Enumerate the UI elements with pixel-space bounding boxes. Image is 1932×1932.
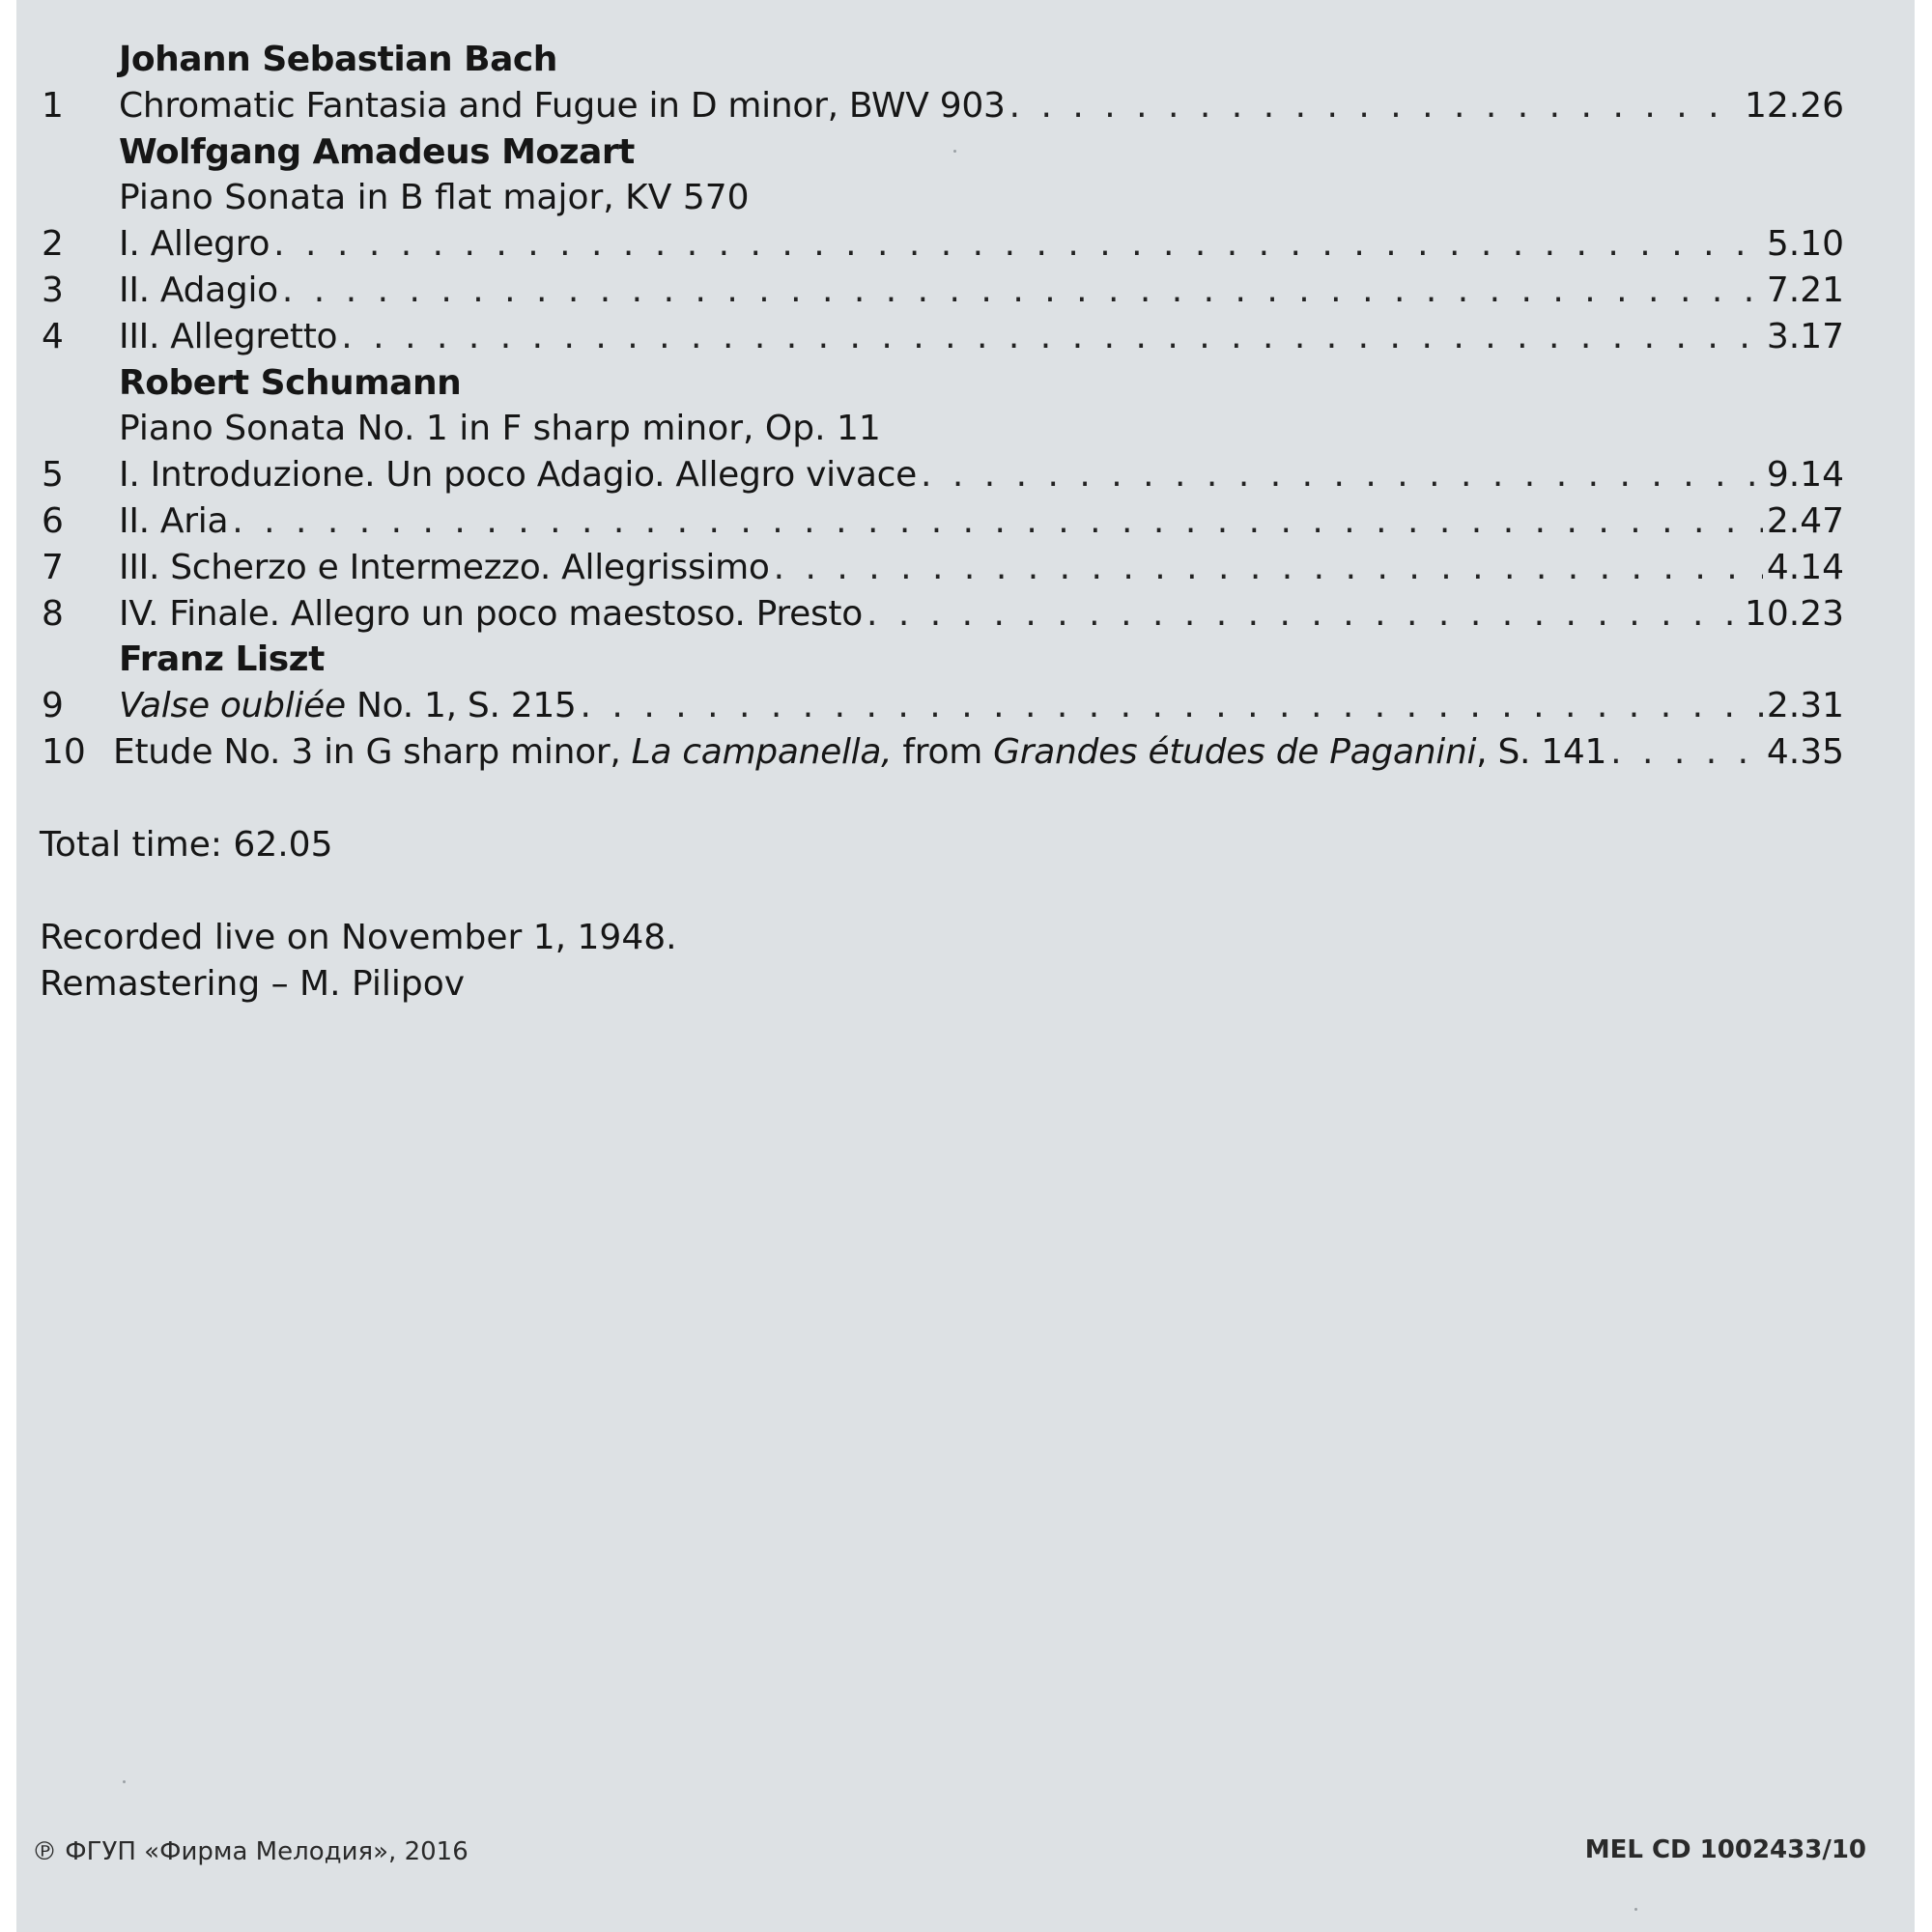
dot-leader [341,314,1763,360]
track-row [16,498,1915,545]
title-part: , S. 141 [1476,731,1607,772]
track-number: 5 [42,455,64,496]
track-row [16,221,1915,268]
track-duration: 3.17 [1766,316,1844,356]
title-part-italic: La campanella, [631,731,893,772]
booklet-page [16,0,1915,1932]
title-part-italic: Valse oubliée [119,686,346,726]
work-title: Piano Sonata in B flat major, KV 570 [119,178,750,218]
track-duration: 2.47 [1766,500,1844,541]
composer-row [16,129,1915,176]
track-number: 3 [42,270,64,310]
track-title: I. Allegro [119,224,270,265]
remastering-note: Remastering – M. Pilipov [40,964,466,1004]
composer-row [16,37,1915,83]
track-number: 1 [42,85,64,126]
track-number: 6 [42,500,64,541]
composer-name: Robert Schumann [119,362,462,403]
track-title: I. Introduzione. Un poco Adagio. Allegro vivace [119,455,917,496]
dot-leader [273,221,1763,268]
track-row [16,591,1915,638]
recording-note: Recorded live on November 1, 1948. [40,918,677,957]
work-row [16,406,1915,452]
title-part: Etude No. 3 in G sharp minor, [113,731,632,772]
tracklist [16,37,1915,776]
track-duration: 10.23 [1744,593,1844,634]
paper-speck [1634,1908,1637,1911]
composer-name: Franz Liszt [119,639,325,680]
dot-leader [232,498,1763,545]
paper-speck [123,1780,126,1783]
track-duration: 5.10 [1766,224,1844,265]
track-number: 8 [42,593,64,634]
track-row [16,545,1915,591]
track-row [16,452,1915,498]
track-duration: 12.26 [1744,85,1844,126]
track-number: 4 [42,316,64,356]
track-title [113,729,1606,776]
track-row [16,268,1915,314]
dot-leader [774,545,1763,591]
dot-leader [1009,83,1741,129]
composer-name: Johann Sebastian Bach [119,40,557,79]
dot-leader [867,591,1741,638]
copyright-notice: ℗ ФГУП «Фирма Мелодия», 2016 [32,1837,469,1866]
track-title: II. Aria [119,500,229,541]
dot-leader [282,268,1763,314]
composer-row [16,360,1915,407]
track-duration: 4.35 [1766,731,1844,772]
work-row [16,175,1915,221]
track-title [119,683,577,729]
title-part: No. 1, S. 215 [345,686,577,726]
track-number: 9 [42,686,64,726]
track-title: Chromatic Fantasia and Fugue in D minor, BWV 903 [119,85,1006,126]
track-duration: 9.14 [1766,455,1844,496]
track-title: IV. Finale. Allegro un poco maestoso. Presto [119,593,863,634]
paper-speck [953,150,956,153]
dot-leader [1610,729,1763,776]
catalog-number: MEL CD 1002433/10 [1584,1835,1866,1864]
title-part-italic: Grandes études de Paganini [993,731,1477,772]
title-part: from [892,731,994,772]
track-row [16,83,1915,129]
track-title: II. Adagio [119,270,278,310]
track-number: 10 [42,731,86,772]
track-row [16,683,1915,729]
total-time: Total time: 62.05 [40,825,333,865]
dot-leader [921,452,1763,498]
composer-name: Wolfgang Amadeus Mozart [119,131,635,172]
dot-leader [581,683,1763,729]
composer-row [16,637,1915,683]
work-title: Piano Sonata No. 1 in F sharp minor, Op. 11 [119,409,881,449]
track-row [16,729,1915,776]
track-number: 2 [42,224,64,265]
track-number: 7 [42,547,64,587]
track-duration: 7.21 [1766,270,1844,310]
track-duration: 2.31 [1766,686,1844,726]
track-title: III. Allegretto [119,316,338,356]
track-title: III. Scherzo e Intermezzo. Allegrissimo [119,547,770,587]
track-duration: 4.14 [1766,547,1844,587]
track-row [16,314,1915,360]
